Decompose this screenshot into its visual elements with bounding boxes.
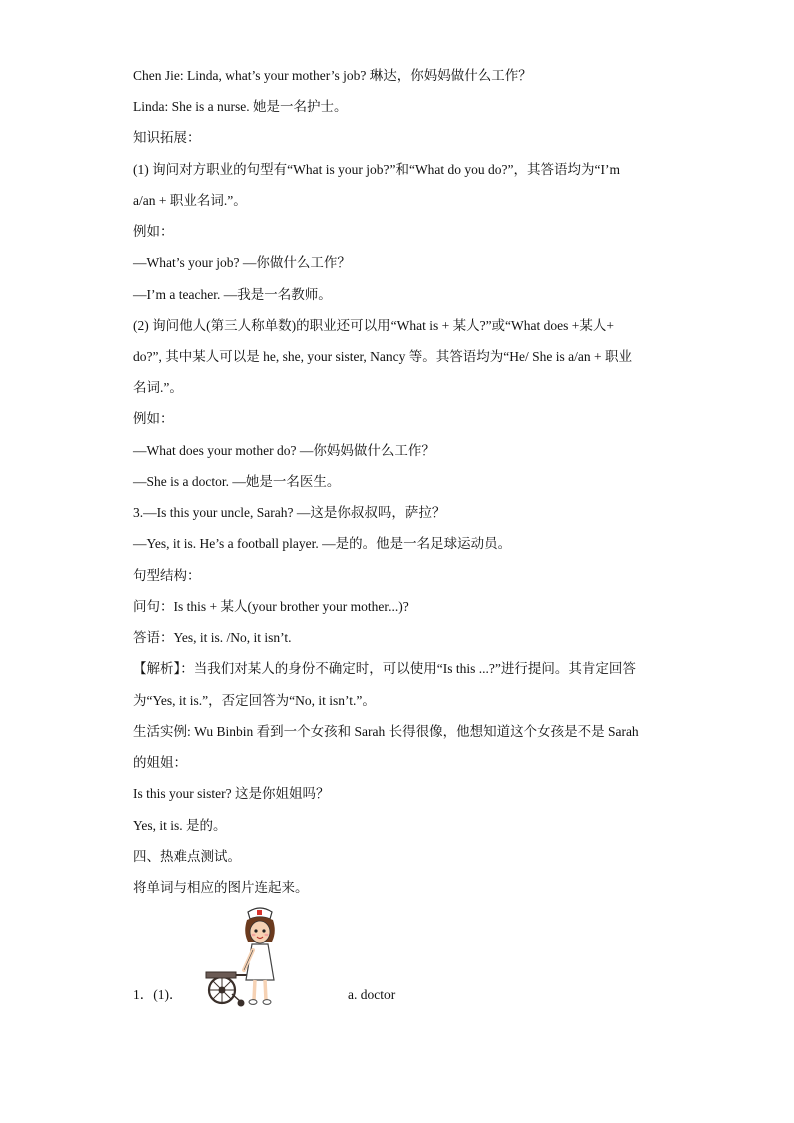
text-line: 的姐姐： [133,755,187,770]
text-line: 四、热难点测试。 [133,849,241,864]
text-line: —Yes, it is. He’s a football player. —是的。他是一名足球运动员。 [133,536,512,551]
text-line: Is this your sister? 这是你姐姐吗？ [133,786,330,801]
text-line: 【解析】：当我们对某人的身份不确定时，可以使用“Is this ...?”进行提问。其肯定回答 [133,661,636,676]
text-line: 问句：Is this + 某人(your brother your mother...)? [133,599,409,614]
text-line: a/an + 职业名词.”。 [133,193,247,208]
text-line: 名词.”。 [133,380,183,395]
text-line: Yes, it is. 是的。 [133,818,227,833]
text-line: —She is a doctor. —她是一名医生。 [133,474,341,489]
text-line: do?”, 其中某人可以是 he, she, your sister, Nancy 等。其答语均为“He/ She is a/an + 职业 [133,349,632,364]
text-line: 为“Yes, it is.”，否定回答为“No, it isn’t.”。 [133,693,376,708]
text-line: —What does your mother do? —你妈妈做什么工作？ [133,443,435,458]
nurse-with-wheelchair-icon [200,906,280,1008]
question-number: 1．(1)． [133,987,183,1002]
text-line: 知识拓展： [133,130,201,145]
text-line: 将单词与相应的图片连起来。 [133,880,309,895]
text-line: (1) 询问对方职业的句型有“What is your job?”和“What do you do?”，其答语均为“I’m [133,162,621,177]
text-line: 3.—Is this your uncle, Sarah? —这是你叔叔吗，萨拉？ [133,505,446,520]
text-line: —I’m a teacher. —我是一名教师。 [133,287,332,302]
text-line: —What’s your job? —你做什么工作？ [133,255,351,270]
text-line: (2) 询问他人(第三人称单数)的职业还可以用“What is + 某人?”或“What does +某人+ [133,318,615,333]
question-row [133,986,673,1006]
answer-option: a. doctor [348,987,396,1002]
text-line: 例如： [133,411,174,426]
text-line: 句型结构： [133,568,201,583]
text-line: Linda: She is a nurse. 她是一名护士。 [133,99,348,114]
text-line: 答语：Yes, it is. /No, it isn’t. [133,630,292,645]
text-line: 生活实例: Wu Binbin 看到一个女孩和 Sarah 长得很像，他想知道这个女孩是不是 Sarah [133,724,639,739]
text-line: 例如： [133,224,174,239]
text-line: Chen Jie: Linda, what’s your mother’s job? 琳达，你妈妈做什么工作？ [133,68,532,83]
